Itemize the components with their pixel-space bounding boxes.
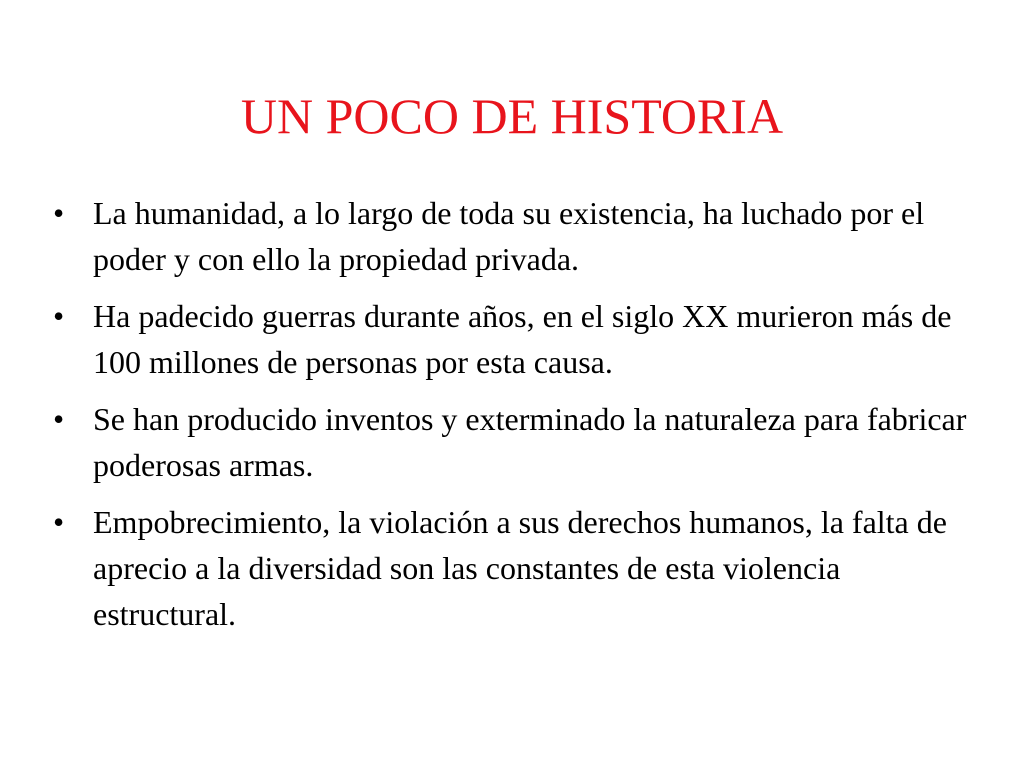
bullet-text: Ha padecido guerras durante años, en el siglo XX murieron más de 100 millones de personas por esta causa. <box>93 298 952 380</box>
bullet-item <box>52 293 972 385</box>
bullet-dot-icon: • <box>53 298 65 334</box>
bullet-item <box>52 396 972 488</box>
bullet-dot-icon: • <box>53 504 65 540</box>
bullet-text: Empobrecimiento, la violación a sus derechos humanos, la falta de aprecio a la diversidad son las constantes de esta violencia estructural. <box>93 504 947 632</box>
bullet-dot-icon: • <box>53 401 65 437</box>
bullet-item <box>52 190 972 282</box>
bullet-text: Se han producido inventos y exterminado la naturaleza para fabricar poderosas armas. <box>93 401 967 483</box>
bullet-list <box>52 190 972 648</box>
slide-title: UN POCO DE HISTORIA <box>240 88 784 144</box>
bullet-text: La humanidad, a lo largo de toda su existencia, ha luchado por el poder y con ello la propiedad privada. <box>93 195 925 277</box>
bullet-dot-icon: • <box>53 195 65 231</box>
bullet-item <box>52 499 972 637</box>
